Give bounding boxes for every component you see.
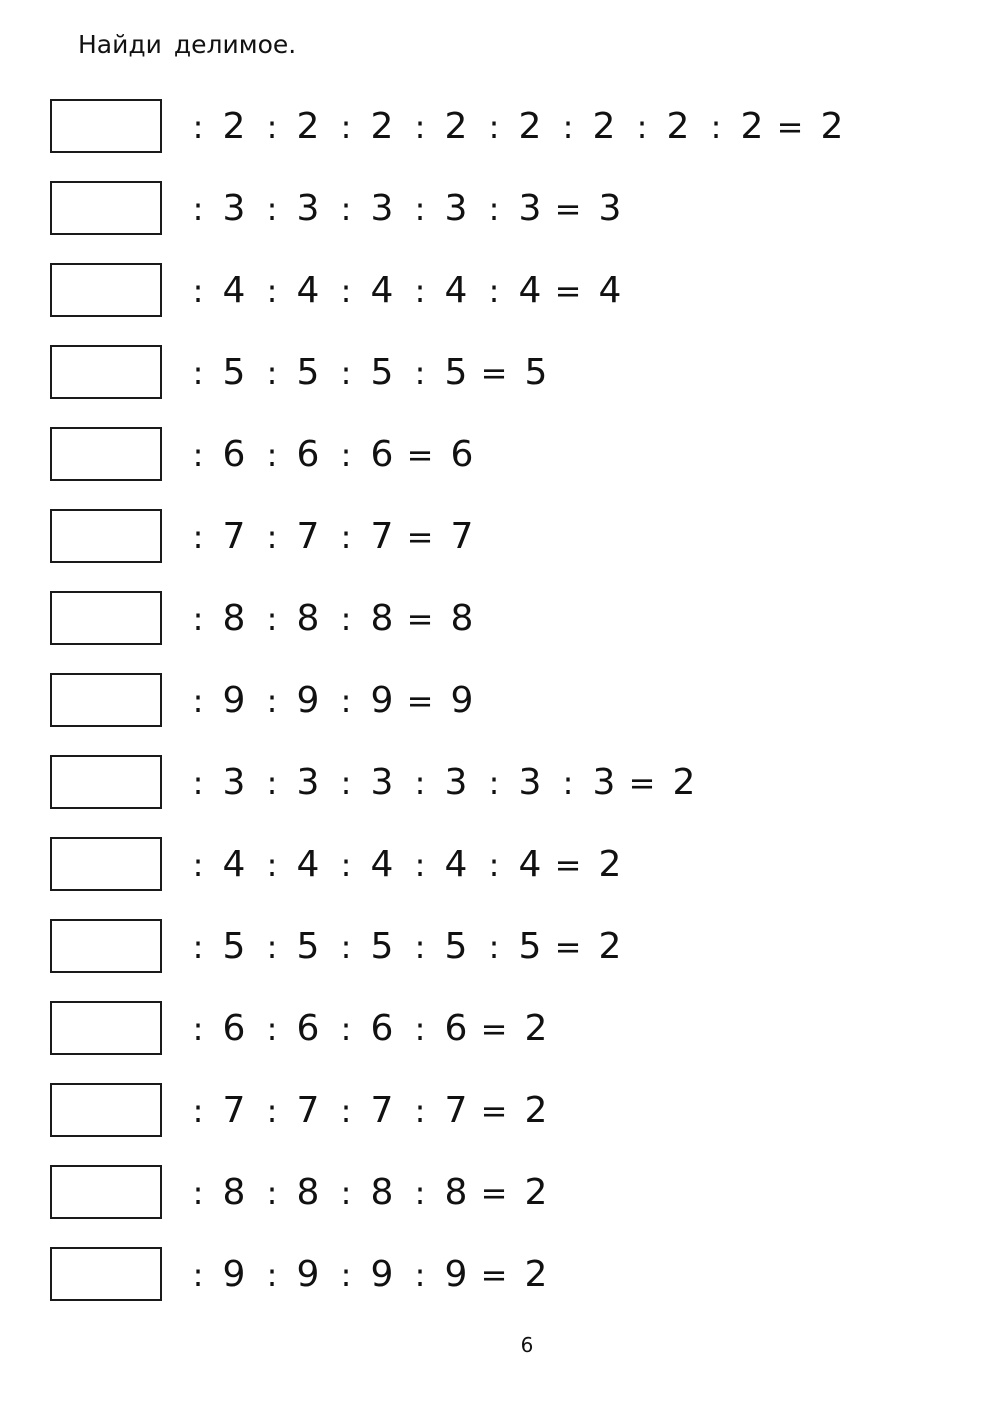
divisor: 4	[296, 844, 320, 885]
dividend-answer-box[interactable]	[50, 263, 162, 317]
divide-sign: :	[340, 1010, 352, 1048]
divisor: 2	[444, 106, 468, 147]
result-value: 8	[450, 598, 474, 639]
divide-sign: :	[192, 436, 204, 474]
divisor: 8	[296, 1172, 320, 1213]
divisor: 8	[296, 598, 320, 639]
divide-sign: :	[266, 190, 278, 228]
dividend-answer-box[interactable]	[50, 919, 162, 973]
divisor: 6	[222, 1008, 246, 1049]
problem-row	[0, 918, 1000, 976]
dividend-answer-box[interactable]	[50, 181, 162, 235]
divisor: 6	[296, 1008, 320, 1049]
divisor: 6	[370, 1008, 394, 1049]
divide-sign: :	[414, 928, 426, 966]
divisor: 9	[370, 1254, 394, 1295]
divide-sign: :	[340, 682, 352, 720]
divide-sign: :	[192, 682, 204, 720]
divisor: 8	[222, 1172, 246, 1213]
dividend-answer-box[interactable]	[50, 837, 162, 891]
divisor: 7	[296, 516, 320, 557]
dividend-answer-box[interactable]	[50, 591, 162, 645]
equals-sign: =	[406, 436, 434, 474]
dividend-answer-box[interactable]	[50, 99, 162, 153]
divide-sign: :	[488, 846, 500, 884]
divisor: 5	[296, 352, 320, 393]
result-value: 2	[598, 844, 622, 885]
divide-sign: :	[340, 354, 352, 392]
divide-sign: :	[710, 108, 722, 146]
equals-sign: =	[628, 764, 656, 802]
divide-sign: :	[266, 436, 278, 474]
divisor: 5	[518, 926, 542, 967]
equals-sign: =	[554, 272, 582, 310]
divisor: 6	[444, 1008, 468, 1049]
result-value: 2	[820, 106, 844, 147]
divisor: 4	[296, 270, 320, 311]
divide-sign: :	[192, 1092, 204, 1130]
divide-sign: :	[266, 682, 278, 720]
divisor: 5	[222, 352, 246, 393]
divide-sign: :	[266, 928, 278, 966]
divisor: 4	[444, 844, 468, 885]
divisor: 4	[370, 844, 394, 885]
problem-row	[0, 1246, 1000, 1304]
problem-row	[0, 1000, 1000, 1058]
divide-sign: :	[414, 108, 426, 146]
divide-sign: :	[266, 846, 278, 884]
divide-sign: :	[414, 1174, 426, 1212]
divisor: 5	[370, 352, 394, 393]
result-value: 2	[672, 762, 696, 803]
divide-sign: :	[266, 764, 278, 802]
dividend-answer-box[interactable]	[50, 1001, 162, 1055]
problem-row	[0, 1164, 1000, 1222]
divide-sign: :	[414, 354, 426, 392]
divide-sign: :	[192, 108, 204, 146]
equals-sign: =	[406, 682, 434, 720]
divide-sign: :	[340, 1256, 352, 1294]
divisor: 9	[296, 1254, 320, 1295]
divisor: 4	[444, 270, 468, 311]
divide-sign: :	[488, 928, 500, 966]
divide-sign: :	[266, 272, 278, 310]
divisor: 9	[444, 1254, 468, 1295]
divide-sign: :	[414, 272, 426, 310]
divide-sign: :	[192, 1174, 204, 1212]
divide-sign: :	[266, 1010, 278, 1048]
divide-sign: :	[414, 846, 426, 884]
divide-sign: :	[562, 108, 574, 146]
divide-sign: :	[340, 108, 352, 146]
divisor: 8	[370, 1172, 394, 1213]
divide-sign: :	[340, 764, 352, 802]
divide-sign: :	[192, 764, 204, 802]
problem-row	[0, 98, 1000, 156]
divisor: 4	[518, 844, 542, 885]
result-value: 2	[524, 1090, 548, 1131]
dividend-answer-box[interactable]	[50, 427, 162, 481]
problem-row	[0, 590, 1000, 648]
divide-sign: :	[192, 272, 204, 310]
equals-sign: =	[554, 190, 582, 228]
divide-sign: :	[192, 354, 204, 392]
divisor: 7	[370, 516, 394, 557]
equals-sign: =	[480, 1256, 508, 1294]
page-number: 6	[520, 1333, 534, 1357]
dividend-answer-box[interactable]	[50, 509, 162, 563]
divisor: 3	[296, 188, 320, 229]
divide-sign: :	[488, 190, 500, 228]
divisor: 3	[444, 762, 468, 803]
equals-sign: =	[554, 846, 582, 884]
divisor: 7	[444, 1090, 468, 1131]
problem-row	[0, 508, 1000, 566]
divide-sign: :	[266, 1174, 278, 1212]
result-value: 6	[450, 434, 474, 475]
divisor: 3	[222, 762, 246, 803]
equals-sign: =	[776, 108, 804, 146]
divisor: 4	[222, 844, 246, 885]
divide-sign: :	[192, 1010, 204, 1048]
result-value: 2	[524, 1008, 548, 1049]
equals-sign: =	[406, 600, 434, 638]
divisor: 9	[222, 680, 246, 721]
divisor: 3	[370, 762, 394, 803]
divisor: 2	[740, 106, 764, 147]
divide-sign: :	[192, 1256, 204, 1294]
dividend-answer-box[interactable]	[50, 1247, 162, 1301]
divisor: 2	[222, 106, 246, 147]
divide-sign: :	[266, 1256, 278, 1294]
divide-sign: :	[340, 190, 352, 228]
divisor: 7	[222, 516, 246, 557]
equals-sign: =	[480, 1092, 508, 1130]
divide-sign: :	[340, 518, 352, 556]
divide-sign: :	[340, 846, 352, 884]
divisor: 2	[518, 106, 542, 147]
divide-sign: :	[340, 1174, 352, 1212]
divisor: 8	[370, 598, 394, 639]
problem-row	[0, 426, 1000, 484]
divisor: 3	[222, 188, 246, 229]
divide-sign: :	[414, 1256, 426, 1294]
divisor: 7	[370, 1090, 394, 1131]
dividend-answer-box[interactable]	[50, 1165, 162, 1219]
dividend-answer-box[interactable]	[50, 345, 162, 399]
divisor: 3	[518, 762, 542, 803]
result-value: 2	[524, 1254, 548, 1295]
divisor: 5	[222, 926, 246, 967]
divide-sign: :	[192, 190, 204, 228]
divisor: 6	[222, 434, 246, 475]
equals-sign: =	[480, 1174, 508, 1212]
problem-row	[0, 836, 1000, 894]
divisor: 8	[222, 598, 246, 639]
page-title: Найди делимое.	[78, 30, 297, 59]
divide-sign: :	[488, 108, 500, 146]
divide-sign: :	[340, 272, 352, 310]
dividend-answer-box[interactable]	[50, 1083, 162, 1137]
equals-sign: =	[554, 928, 582, 966]
divide-sign: :	[192, 518, 204, 556]
result-value: 2	[598, 926, 622, 967]
problem-row	[0, 754, 1000, 812]
divisor: 7	[222, 1090, 246, 1131]
divisor: 3	[370, 188, 394, 229]
divide-sign: :	[266, 108, 278, 146]
divide-sign: :	[414, 1010, 426, 1048]
result-value: 2	[524, 1172, 548, 1213]
divisor: 5	[444, 926, 468, 967]
problem-row	[0, 262, 1000, 320]
divide-sign: :	[192, 600, 204, 638]
divisor: 4	[518, 270, 542, 311]
divide-sign: :	[192, 846, 204, 884]
divide-sign: :	[488, 272, 500, 310]
result-value: 4	[598, 270, 622, 311]
divide-sign: :	[562, 764, 574, 802]
problem-row	[0, 1082, 1000, 1140]
divisor: 6	[370, 434, 394, 475]
divide-sign: :	[414, 764, 426, 802]
divide-sign: :	[266, 1092, 278, 1130]
result-value: 9	[450, 680, 474, 721]
divisor: 3	[444, 188, 468, 229]
divisor: 2	[370, 106, 394, 147]
divide-sign: :	[266, 354, 278, 392]
divisor: 4	[222, 270, 246, 311]
divisor: 7	[296, 1090, 320, 1131]
dividend-answer-box[interactable]	[50, 755, 162, 809]
divisor: 2	[296, 106, 320, 147]
divide-sign: :	[414, 190, 426, 228]
result-value: 3	[598, 188, 622, 229]
divide-sign: :	[636, 108, 648, 146]
divide-sign: :	[192, 928, 204, 966]
divide-sign: :	[340, 1092, 352, 1130]
divide-sign: :	[266, 600, 278, 638]
divide-sign: :	[414, 1092, 426, 1130]
result-value: 7	[450, 516, 474, 557]
divide-sign: :	[340, 600, 352, 638]
divisor: 9	[370, 680, 394, 721]
divisor: 9	[296, 680, 320, 721]
divisor: 3	[592, 762, 616, 803]
divisor: 2	[592, 106, 616, 147]
problem-row	[0, 344, 1000, 402]
divisor: 5	[296, 926, 320, 967]
problem-row	[0, 672, 1000, 730]
divisor: 5	[370, 926, 394, 967]
divisor: 8	[444, 1172, 468, 1213]
divisor: 4	[370, 270, 394, 311]
problem-row	[0, 180, 1000, 238]
divide-sign: :	[340, 928, 352, 966]
divisor: 2	[666, 106, 690, 147]
divide-sign: :	[266, 518, 278, 556]
result-value: 5	[524, 352, 548, 393]
divisor: 5	[444, 352, 468, 393]
divide-sign: :	[488, 764, 500, 802]
divisor: 3	[518, 188, 542, 229]
dividend-answer-box[interactable]	[50, 673, 162, 727]
equals-sign: =	[480, 354, 508, 392]
divide-sign: :	[340, 436, 352, 474]
equals-sign: =	[480, 1010, 508, 1048]
divisor: 6	[296, 434, 320, 475]
equals-sign: =	[406, 518, 434, 556]
divisor: 9	[222, 1254, 246, 1295]
divisor: 3	[296, 762, 320, 803]
